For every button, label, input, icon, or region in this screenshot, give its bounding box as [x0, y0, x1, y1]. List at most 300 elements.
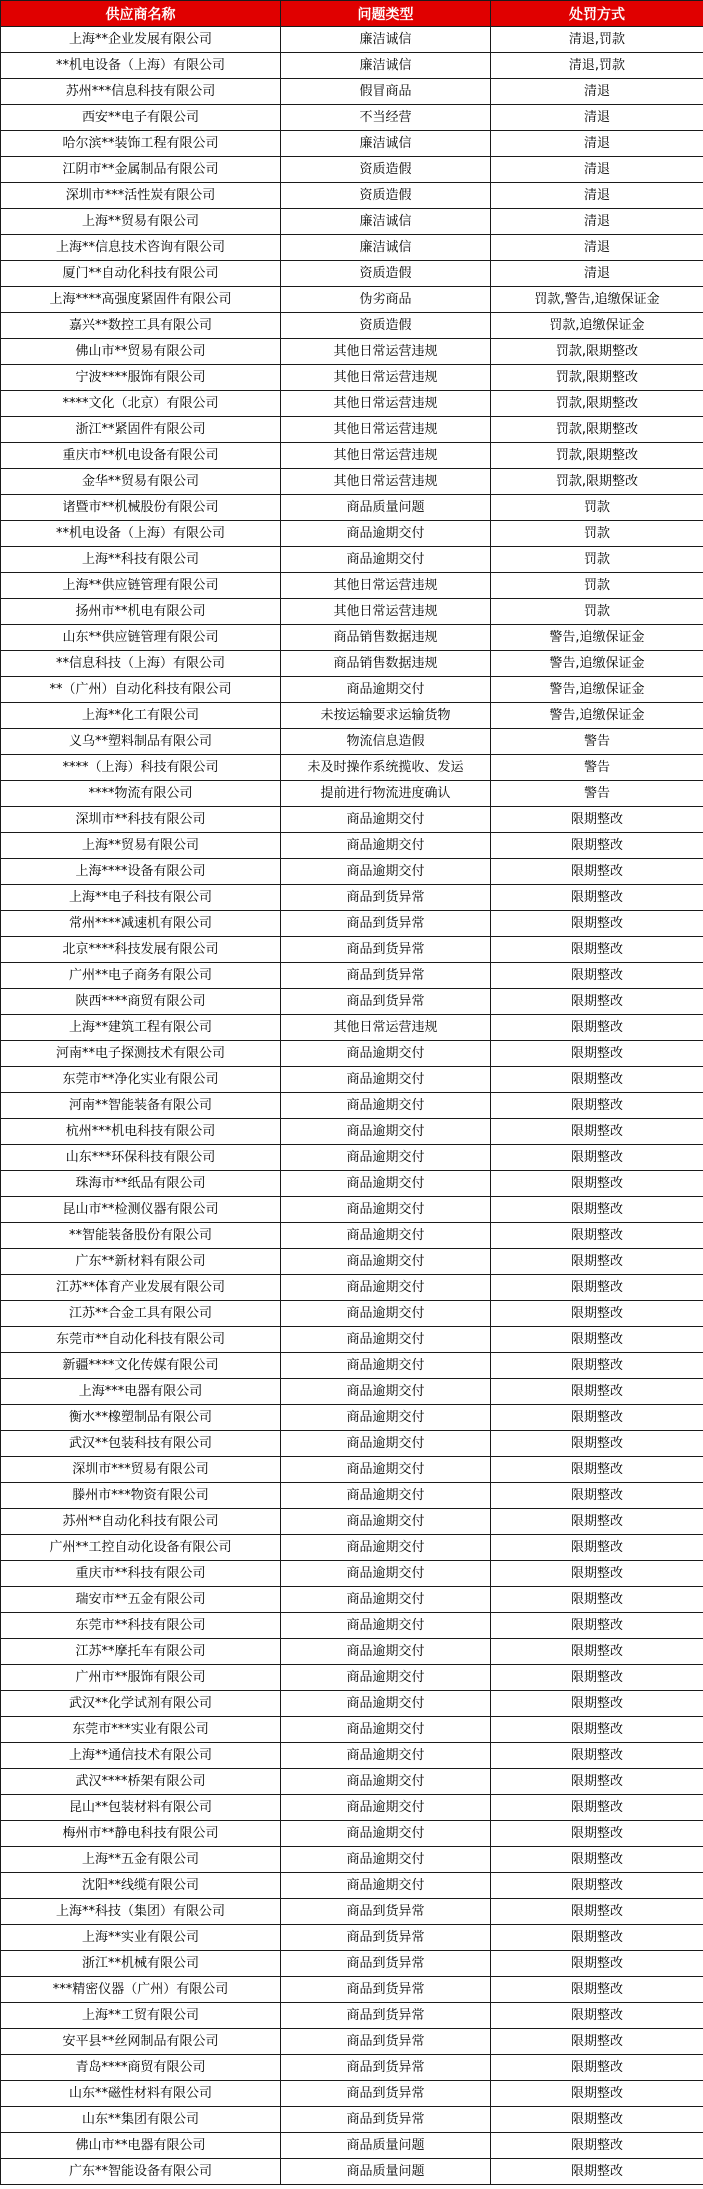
penalty-cell: 限期整改	[491, 1535, 703, 1561]
table-row	[1, 1639, 703, 1665]
penalty-cell: 限期整改	[491, 1899, 703, 1925]
issue-type-cell: 商品到货异常	[281, 2003, 491, 2029]
penalty-cell: 限期整改	[491, 963, 703, 989]
penalty-cell: 罚款,限期整改	[491, 417, 703, 443]
supplier-name-cell: 广东**新材料有限公司	[1, 1249, 281, 1275]
issue-type-cell: 资质造假	[281, 313, 491, 339]
penalty-cell: 限期整改	[491, 1587, 703, 1613]
issue-type-cell: 廉洁诚信	[281, 53, 491, 79]
table-row	[1, 2029, 703, 2055]
penalty-cell: 限期整改	[491, 1119, 703, 1145]
penalty-cell: 限期整改	[491, 1691, 703, 1717]
penalty-cell: 清退,罚款	[491, 53, 703, 79]
issue-type-cell: 商品逾期交付	[281, 833, 491, 859]
table-row	[1, 1457, 703, 1483]
penalty-cell: 警告	[491, 729, 703, 755]
issue-type-cell: 商品销售数据违规	[281, 625, 491, 651]
penalty-cell: 清退	[491, 183, 703, 209]
supplier-name-cell: 江苏**体育产业发展有限公司	[1, 1275, 281, 1301]
issue-type-cell: 商品到货异常	[281, 1951, 491, 1977]
penalty-cell: 限期整改	[491, 1483, 703, 1509]
table-row	[1, 1067, 703, 1093]
supplier-name-cell: 上海**建筑工程有限公司	[1, 1015, 281, 1041]
table-row	[1, 2107, 703, 2133]
supplier-name-cell: 武汉****桥架有限公司	[1, 1769, 281, 1795]
supplier-name-cell: 江苏**合金工具有限公司	[1, 1301, 281, 1327]
issue-type-cell: 其他日常运营违规	[281, 469, 491, 495]
penalty-cell: 限期整改	[491, 1743, 703, 1769]
table-header	[1, 1, 703, 27]
penalty-cell: 清退	[491, 261, 703, 287]
issue-type-cell: 商品逾期交付	[281, 1353, 491, 1379]
penalty-cell: 限期整改	[491, 1249, 703, 1275]
table-row	[1, 859, 703, 885]
supplier-name-cell: 厦门**自动化科技有限公司	[1, 261, 281, 287]
penalty-cell: 限期整改	[491, 1509, 703, 1535]
table-row	[1, 339, 703, 365]
table-row	[1, 1353, 703, 1379]
penalty-cell: 限期整改	[491, 1847, 703, 1873]
table-row	[1, 365, 703, 391]
supplier-name-cell: 上海**科技（集团）有限公司	[1, 1899, 281, 1925]
table-row	[1, 1535, 703, 1561]
header-row	[1, 1, 703, 27]
table-row	[1, 1925, 703, 1951]
penalty-cell: 罚款	[491, 521, 703, 547]
penalty-cell: 清退	[491, 209, 703, 235]
penalty-cell: 限期整改	[491, 807, 703, 833]
table-row	[1, 105, 703, 131]
supplier-name-cell: ****（上海）科技有限公司	[1, 755, 281, 781]
issue-type-cell: 商品逾期交付	[281, 1145, 491, 1171]
issue-type-cell: 其他日常运营违规	[281, 573, 491, 599]
table-row	[1, 1561, 703, 1587]
table-row	[1, 703, 703, 729]
supplier-name-cell: 上海**实业有限公司	[1, 1925, 281, 1951]
penalty-cell: 清退	[491, 235, 703, 261]
penalty-cell: 限期整改	[491, 1977, 703, 2003]
supplier-name-cell: 东莞市**自动化科技有限公司	[1, 1327, 281, 1353]
penalty-cell: 限期整改	[491, 1145, 703, 1171]
supplier-name-cell: **（广州）自动化科技有限公司	[1, 677, 281, 703]
penalty-cell: 限期整改	[491, 1093, 703, 1119]
issue-type-cell: 商品到货异常	[281, 2107, 491, 2133]
supplier-name-cell: 上海**科技有限公司	[1, 547, 281, 573]
supplier-name-cell: **机电设备（上海）有限公司	[1, 521, 281, 547]
table-row	[1, 1769, 703, 1795]
table-row	[1, 287, 703, 313]
issue-type-cell: 资质造假	[281, 157, 491, 183]
penalty-cell: 限期整改	[491, 1223, 703, 1249]
column-header-penalty: 处罚方式	[491, 1, 703, 27]
supplier-name-cell: 义乌**塑料制品有限公司	[1, 729, 281, 755]
issue-type-cell: 商品到货异常	[281, 1899, 491, 1925]
penalty-cell: 限期整改	[491, 937, 703, 963]
issue-type-cell: 资质造假	[281, 261, 491, 287]
penalty-cell: 罚款,追缴保证金	[491, 313, 703, 339]
supplier-name-cell: 江苏**摩托车有限公司	[1, 1639, 281, 1665]
table-row	[1, 1171, 703, 1197]
issue-type-cell: 商品逾期交付	[281, 1301, 491, 1327]
issue-type-cell: 商品逾期交付	[281, 1067, 491, 1093]
penalty-cell: 罚款	[491, 573, 703, 599]
table-row	[1, 521, 703, 547]
penalty-cell: 限期整改	[491, 1457, 703, 1483]
supplier-name-cell: 昆山市**检测仪器有限公司	[1, 1197, 281, 1223]
table-row	[1, 495, 703, 521]
supplier-name-cell: 重庆市**科技有限公司	[1, 1561, 281, 1587]
table-row	[1, 2081, 703, 2107]
penalty-cell: 限期整改	[491, 2003, 703, 2029]
issue-type-cell: 其他日常运营违规	[281, 417, 491, 443]
penalty-cell: 限期整改	[491, 1353, 703, 1379]
supplier-name-cell: 上海**贸易有限公司	[1, 833, 281, 859]
supplier-name-cell: 西安**电子有限公司	[1, 105, 281, 131]
supplier-name-cell: 宁波****服饰有限公司	[1, 365, 281, 391]
supplier-name-cell: 山东**供应链管理有限公司	[1, 625, 281, 651]
issue-type-cell: 商品逾期交付	[281, 807, 491, 833]
supplier-name-cell: 常州****减速机有限公司	[1, 911, 281, 937]
issue-type-cell: 商品到货异常	[281, 2029, 491, 2055]
penalty-cell: 限期整改	[491, 1561, 703, 1587]
penalty-cell: 限期整改	[491, 1717, 703, 1743]
issue-type-cell: 商品逾期交付	[281, 1691, 491, 1717]
issue-type-cell: 商品逾期交付	[281, 1041, 491, 1067]
table-row	[1, 209, 703, 235]
table-row	[1, 79, 703, 105]
issue-type-cell: 商品质量问题	[281, 2133, 491, 2159]
penalty-cell: 限期整改	[491, 1301, 703, 1327]
penalty-cell: 罚款,限期整改	[491, 365, 703, 391]
issue-type-cell: 商品到货异常	[281, 989, 491, 1015]
issue-type-cell: 商品逾期交付	[281, 1717, 491, 1743]
penalty-cell: 限期整改	[491, 989, 703, 1015]
issue-type-cell: 商品逾期交付	[281, 1197, 491, 1223]
issue-type-cell: 商品逾期交付	[281, 1509, 491, 1535]
table-row	[1, 1431, 703, 1457]
supplier-name-cell: 嘉兴**数控工具有限公司	[1, 313, 281, 339]
supplier-name-cell: 杭州***机电科技有限公司	[1, 1119, 281, 1145]
table-row	[1, 1613, 703, 1639]
table-row	[1, 807, 703, 833]
supplier-name-cell: 梅州市**静电科技有限公司	[1, 1821, 281, 1847]
table-row	[1, 2159, 703, 2185]
issue-type-cell: 商品到货异常	[281, 1977, 491, 2003]
issue-type-cell: 商品逾期交付	[281, 1795, 491, 1821]
table-row	[1, 1119, 703, 1145]
supplier-name-cell: 北京****科技发展有限公司	[1, 937, 281, 963]
issue-type-cell: 伪劣商品	[281, 287, 491, 313]
supplier-name-cell: 沈阳**线缆有限公司	[1, 1873, 281, 1899]
table-row	[1, 1665, 703, 1691]
penalty-cell: 罚款	[491, 599, 703, 625]
supplier-name-cell: 上海**通信技术有限公司	[1, 1743, 281, 1769]
issue-type-cell: 商品逾期交付	[281, 859, 491, 885]
issue-type-cell: 商品逾期交付	[281, 1171, 491, 1197]
table-row	[1, 417, 703, 443]
table-row	[1, 1717, 703, 1743]
table-row	[1, 1145, 703, 1171]
issue-type-cell: 商品逾期交付	[281, 521, 491, 547]
issue-type-cell: 商品逾期交付	[281, 1275, 491, 1301]
supplier-name-cell: 瑞安市**五金有限公司	[1, 1587, 281, 1613]
table-row	[1, 1093, 703, 1119]
issue-type-cell: 商品逾期交付	[281, 677, 491, 703]
table-row	[1, 1899, 703, 1925]
penalty-cell: 限期整改	[491, 1171, 703, 1197]
table-row	[1, 1509, 703, 1535]
supplier-name-cell: **智能装备股份有限公司	[1, 1223, 281, 1249]
penalty-cell: 限期整改	[491, 1951, 703, 1977]
issue-type-cell: 商品逾期交付	[281, 1873, 491, 1899]
issue-type-cell: 其他日常运营违规	[281, 1015, 491, 1041]
penalty-cell: 限期整改	[491, 1015, 703, 1041]
table-row	[1, 1275, 703, 1301]
table-row	[1, 989, 703, 1015]
table-row	[1, 1223, 703, 1249]
penalty-cell: 限期整改	[491, 1769, 703, 1795]
table-row	[1, 1301, 703, 1327]
penalty-cell: 限期整改	[491, 2133, 703, 2159]
issue-type-cell: 商品逾期交付	[281, 1639, 491, 1665]
issue-type-cell: 商品销售数据违规	[281, 651, 491, 677]
table-row	[1, 469, 703, 495]
penalty-cell: 限期整改	[491, 2081, 703, 2107]
issue-type-cell: 商品到货异常	[281, 1925, 491, 1951]
issue-type-cell: 商品逾期交付	[281, 1587, 491, 1613]
supplier-name-cell: 山东**集团有限公司	[1, 2107, 281, 2133]
penalty-cell: 警告,追缴保证金	[491, 651, 703, 677]
table-row	[1, 27, 703, 53]
issue-type-cell: 廉洁诚信	[281, 131, 491, 157]
supplier-name-cell: 珠海市**纸品有限公司	[1, 1171, 281, 1197]
penalty-cell: 限期整改	[491, 1795, 703, 1821]
supplier-name-cell: 广州**电子商务有限公司	[1, 963, 281, 989]
supplier-name-cell: 东莞市**科技有限公司	[1, 1613, 281, 1639]
supplier-name-cell: 扬州市**机电有限公司	[1, 599, 281, 625]
issue-type-cell: 商品逾期交付	[281, 1249, 491, 1275]
penalty-cell: 限期整改	[491, 885, 703, 911]
supplier-name-cell: 昆山**包装材料有限公司	[1, 1795, 281, 1821]
issue-type-cell: 提前进行物流进度确认	[281, 781, 491, 807]
supplier-name-cell: 山东***环保科技有限公司	[1, 1145, 281, 1171]
table-row	[1, 1821, 703, 1847]
supplier-name-cell: 东莞市**净化实业有限公司	[1, 1067, 281, 1093]
supplier-name-cell: ****文化（北京）有限公司	[1, 391, 281, 417]
issue-type-cell: 资质造假	[281, 183, 491, 209]
table-row	[1, 1795, 703, 1821]
issue-type-cell: 物流信息造假	[281, 729, 491, 755]
penalty-cell: 警告,追缴保证金	[491, 703, 703, 729]
table-row	[1, 1405, 703, 1431]
supplier-name-cell: 上海**化工有限公司	[1, 703, 281, 729]
table-row	[1, 651, 703, 677]
supplier-name-cell: 滕州市***物资有限公司	[1, 1483, 281, 1509]
supplier-name-cell: 上海**电子科技有限公司	[1, 885, 281, 911]
table-row	[1, 625, 703, 651]
table-row	[1, 1249, 703, 1275]
supplier-name-cell: 安平县**丝网制品有限公司	[1, 2029, 281, 2055]
supplier-name-cell: 上海***电器有限公司	[1, 1379, 281, 1405]
table-row	[1, 1847, 703, 1873]
penalty-cell: 限期整改	[491, 833, 703, 859]
penalty-cell: 限期整改	[491, 1873, 703, 1899]
issue-type-cell: 商品逾期交付	[281, 1119, 491, 1145]
supplier-name-cell: 金华**贸易有限公司	[1, 469, 281, 495]
supplier-name-cell: 上海**工贸有限公司	[1, 2003, 281, 2029]
penalty-cell: 警告	[491, 755, 703, 781]
issue-type-cell: 商品逾期交付	[281, 1665, 491, 1691]
penalty-cell: 罚款,限期整改	[491, 391, 703, 417]
table-row	[1, 599, 703, 625]
table-row	[1, 963, 703, 989]
table-row	[1, 183, 703, 209]
table-row	[1, 833, 703, 859]
supplier-name-cell: 哈尔滨**装饰工程有限公司	[1, 131, 281, 157]
penalty-cell: 限期整改	[491, 1041, 703, 1067]
table-row	[1, 1483, 703, 1509]
issue-type-cell: 商品逾期交付	[281, 1379, 491, 1405]
supplier-name-cell: 上海**信息技术咨询有限公司	[1, 235, 281, 261]
penalty-cell: 清退	[491, 131, 703, 157]
table-row	[1, 391, 703, 417]
supplier-name-cell: 深圳市***贸易有限公司	[1, 1457, 281, 1483]
issue-type-cell: 假冒商品	[281, 79, 491, 105]
table-row	[1, 573, 703, 599]
issue-type-cell: 其他日常运营违规	[281, 365, 491, 391]
penalty-cell: 限期整改	[491, 2107, 703, 2133]
issue-type-cell: 商品逾期交付	[281, 1613, 491, 1639]
table-row	[1, 2055, 703, 2081]
table-row	[1, 53, 703, 79]
supplier-name-cell: 苏州***信息科技有限公司	[1, 79, 281, 105]
penalty-cell: 限期整改	[491, 1821, 703, 1847]
penalty-cell: 罚款,限期整改	[491, 469, 703, 495]
supplier-name-cell: 深圳市**科技有限公司	[1, 807, 281, 833]
penalty-cell: 限期整改	[491, 1067, 703, 1093]
issue-type-cell: 商品逾期交付	[281, 547, 491, 573]
table-row	[1, 1379, 703, 1405]
supplier-name-cell: 陕西****商贸有限公司	[1, 989, 281, 1015]
supplier-name-cell: 上海**贸易有限公司	[1, 209, 281, 235]
supplier-name-cell: 苏州**自动化科技有限公司	[1, 1509, 281, 1535]
table-row	[1, 2003, 703, 2029]
penalty-cell: 罚款	[491, 547, 703, 573]
issue-type-cell: 商品到货异常	[281, 885, 491, 911]
penalty-cell: 限期整改	[491, 2055, 703, 2081]
issue-type-cell: 商品逾期交付	[281, 1743, 491, 1769]
supplier-name-cell: 上海****设备有限公司	[1, 859, 281, 885]
issue-type-cell: 商品逾期交付	[281, 1405, 491, 1431]
supplier-name-cell: **信息科技（上海）有限公司	[1, 651, 281, 677]
supplier-name-cell: 上海**五金有限公司	[1, 1847, 281, 1873]
issue-type-cell: 廉洁诚信	[281, 209, 491, 235]
issue-type-cell: 其他日常运营违规	[281, 339, 491, 365]
penalty-cell: 限期整改	[491, 1925, 703, 1951]
penalty-cell: 限期整改	[491, 1379, 703, 1405]
penalty-cell: 警告,追缴保证金	[491, 677, 703, 703]
penalty-cell: 警告,追缴保证金	[491, 625, 703, 651]
penalty-cell: 限期整改	[491, 1197, 703, 1223]
issue-type-cell: 其他日常运营违规	[281, 443, 491, 469]
table-row	[1, 1327, 703, 1353]
issue-type-cell: 商品逾期交付	[281, 1223, 491, 1249]
supplier-name-cell: ***精密仪器（广州）有限公司	[1, 1977, 281, 2003]
table-row	[1, 313, 703, 339]
table-row	[1, 547, 703, 573]
issue-type-cell: 商品逾期交付	[281, 1483, 491, 1509]
table-row	[1, 157, 703, 183]
issue-type-cell: 商品逾期交付	[281, 1769, 491, 1795]
issue-type-cell: 商品到货异常	[281, 911, 491, 937]
table-row	[1, 1041, 703, 1067]
supplier-name-cell: 广州市**服饰有限公司	[1, 1665, 281, 1691]
issue-type-cell: 商品到货异常	[281, 937, 491, 963]
penalty-cell: 警告	[491, 781, 703, 807]
supplier-name-cell: 诸暨市**机械股份有限公司	[1, 495, 281, 521]
table-row	[1, 235, 703, 261]
supplier-name-cell: 青岛****商贸有限公司	[1, 2055, 281, 2081]
table-row	[1, 1587, 703, 1613]
supplier-name-cell: 浙江**紧固件有限公司	[1, 417, 281, 443]
table-row	[1, 1951, 703, 1977]
issue-type-cell: 其他日常运营违规	[281, 391, 491, 417]
issue-type-cell: 商品逾期交付	[281, 1561, 491, 1587]
table-row	[1, 1977, 703, 2003]
penalty-cell: 限期整改	[491, 1665, 703, 1691]
supplier-name-cell: 佛山市**电器有限公司	[1, 2133, 281, 2159]
issue-type-cell: 未及时操作系统揽收、发运	[281, 755, 491, 781]
supplier-name-cell: 重庆市**机电设备有限公司	[1, 443, 281, 469]
supplier-name-cell: 衡水**橡塑制品有限公司	[1, 1405, 281, 1431]
table-row	[1, 1743, 703, 1769]
supplier-name-cell: 河南**电子探测技术有限公司	[1, 1041, 281, 1067]
supplier-name-cell: 江阴市**金属制品有限公司	[1, 157, 281, 183]
supplier-name-cell: 上海****高强度紧固件有限公司	[1, 287, 281, 313]
table-row	[1, 131, 703, 157]
table-row	[1, 1197, 703, 1223]
table-row	[1, 755, 703, 781]
table-row	[1, 1015, 703, 1041]
penalty-cell: 限期整改	[491, 1613, 703, 1639]
penalty-cell: 限期整改	[491, 1327, 703, 1353]
table-row	[1, 2133, 703, 2159]
table-row	[1, 443, 703, 469]
column-header-supplier-name: 供应商名称	[1, 1, 281, 27]
supplier-name-cell: 深圳市***活性炭有限公司	[1, 183, 281, 209]
table-row	[1, 677, 703, 703]
penalty-cell: 罚款,限期整改	[491, 339, 703, 365]
issue-type-cell: 商品到货异常	[281, 2055, 491, 2081]
supplier-name-cell: 东莞市***实业有限公司	[1, 1717, 281, 1743]
supplier-name-cell: 上海**企业发展有限公司	[1, 27, 281, 53]
supplier-name-cell: 新疆****文化传媒有限公司	[1, 1353, 281, 1379]
issue-type-cell: 商品逾期交付	[281, 1457, 491, 1483]
issue-type-cell: 不当经营	[281, 105, 491, 131]
issue-type-cell: 商品逾期交付	[281, 1093, 491, 1119]
supplier-name-cell: 佛山市**贸易有限公司	[1, 339, 281, 365]
issue-type-cell: 廉洁诚信	[281, 27, 491, 53]
issue-type-cell: 商品逾期交付	[281, 1535, 491, 1561]
table-row	[1, 1873, 703, 1899]
column-header-issue-type: 问题类型	[281, 1, 491, 27]
penalty-cell: 限期整改	[491, 2029, 703, 2055]
issue-type-cell: 商品逾期交付	[281, 1327, 491, 1353]
issue-type-cell: 未按运输要求运输货物	[281, 703, 491, 729]
table-row	[1, 1691, 703, 1717]
supplier-name-cell: 广东**智能设备有限公司	[1, 2159, 281, 2185]
table-row	[1, 781, 703, 807]
